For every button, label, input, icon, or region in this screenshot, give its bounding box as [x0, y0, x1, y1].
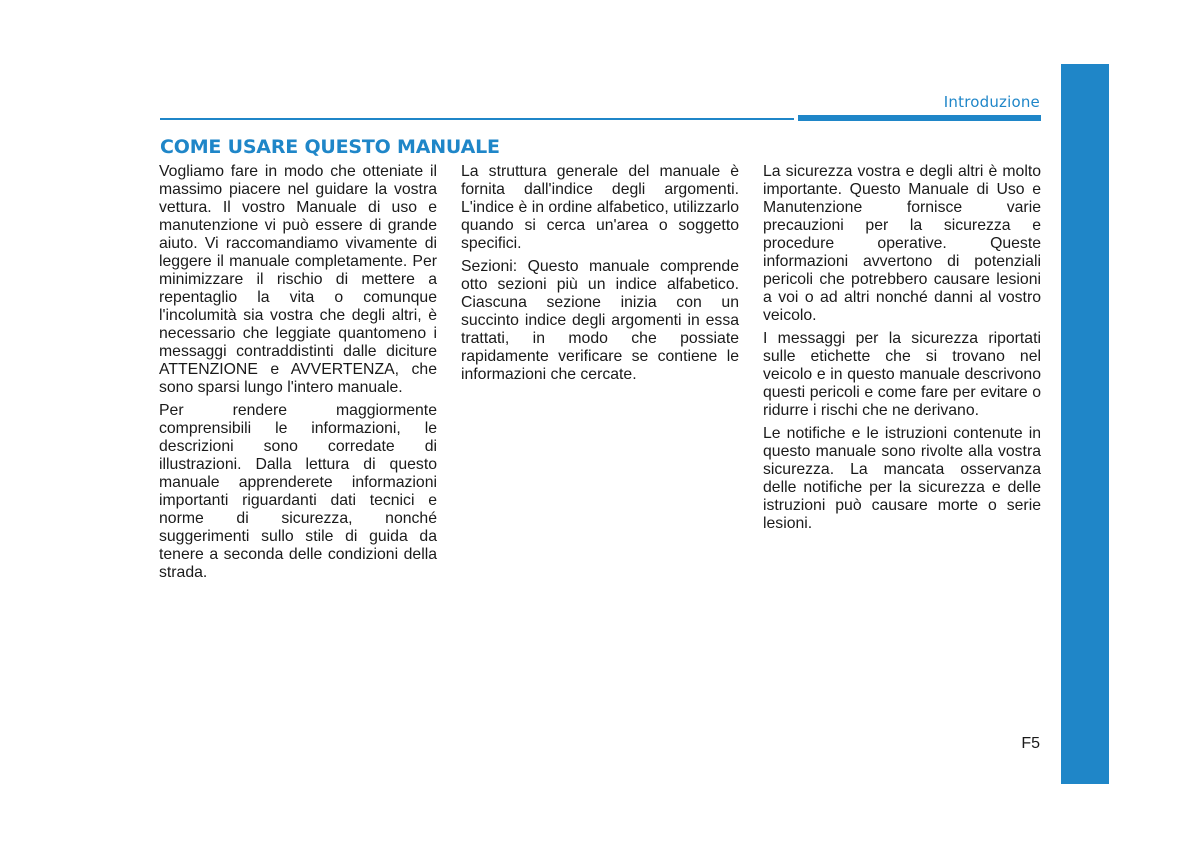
paragraph: Le notifiche e le istruzioni contenute in questo manuale sono rivolte alla vostra sicurezza. La mancata osservanza delle notifiche per la sicurezza e delle istruzioni può causare morte o serie lesioni. [763, 425, 1041, 532]
paragraph: La sicurezza vostra e degli altri è molto importante. Questo Manuale di Uso e Manutenzione fornisce varie precauzioni per la sicurezza e procedure operative. Queste informazioni avvertono di potenziali pericoli che potrebbero causare lesioni a voi o ad altri nonché danni al vostro veicolo. [763, 163, 1041, 324]
paragraph: Per rendere maggiormente comprensibili le informazioni, le descrizioni sono corredate di illustrazioni. Dalla lettura di questo manuale apprenderete informazioni importanti riguardanti dati tecnici e norme di sicurezza, nonché suggerimenti sullo stile di guida da tenere a seconda delle condizioni della strada. [159, 402, 437, 581]
paragraph: La struttura generale del manuale è fornita dall'indice degli argomenti. L'indice è in ordine alfabetico, utilizzarlo quando si cerca un'area o soggetto specifici. [461, 163, 739, 252]
paragraph: I messaggi per la sicurezza riportati sulle etichette che si trovano nel veicolo e in questo manuale descrivono questi pericoli e come fare per evitare o ridurre i rischi che ne derivano. [763, 330, 1041, 419]
text-column-1 [159, 163, 437, 587]
page-number: F5 [1021, 735, 1040, 752]
header-rule-thick [798, 115, 1041, 121]
chapter-side-tab [1061, 64, 1109, 784]
page-title: COME USARE QUESTO MANUALE [160, 136, 500, 158]
section-label: Introduzione [943, 93, 1040, 111]
paragraph: Sezioni: Questo manuale comprende otto sezioni più un indice alfabetico. Ciascuna sezione inizia con un succinto indice degli argomenti in essa trattati, in modo che possiate rapidamente verificare se contiene le informazioni che cercate. [461, 258, 739, 383]
text-column-2 [461, 163, 739, 389]
text-column-3 [763, 163, 1041, 538]
header-rule-thin [160, 118, 794, 120]
paragraph: Vogliamo fare in modo che otteniate il massimo piacere nel guidare la vostra vettura. Il vostro Manuale di uso e manutenzione vi può essere di grande aiuto. Vi raccomandiamo vivamente di leggere il manuale completamente. Per minimizzare il rischio di mettere a repentaglio la vita o comunque l'incolumità sia vostra che degli altri, è necessario che leggiate quantomeno i messaggi contraddistinti dalle diciture ATTENZIONE e AVVERTENZA, che sono sparsi lungo l'intero manuale. [159, 163, 437, 396]
